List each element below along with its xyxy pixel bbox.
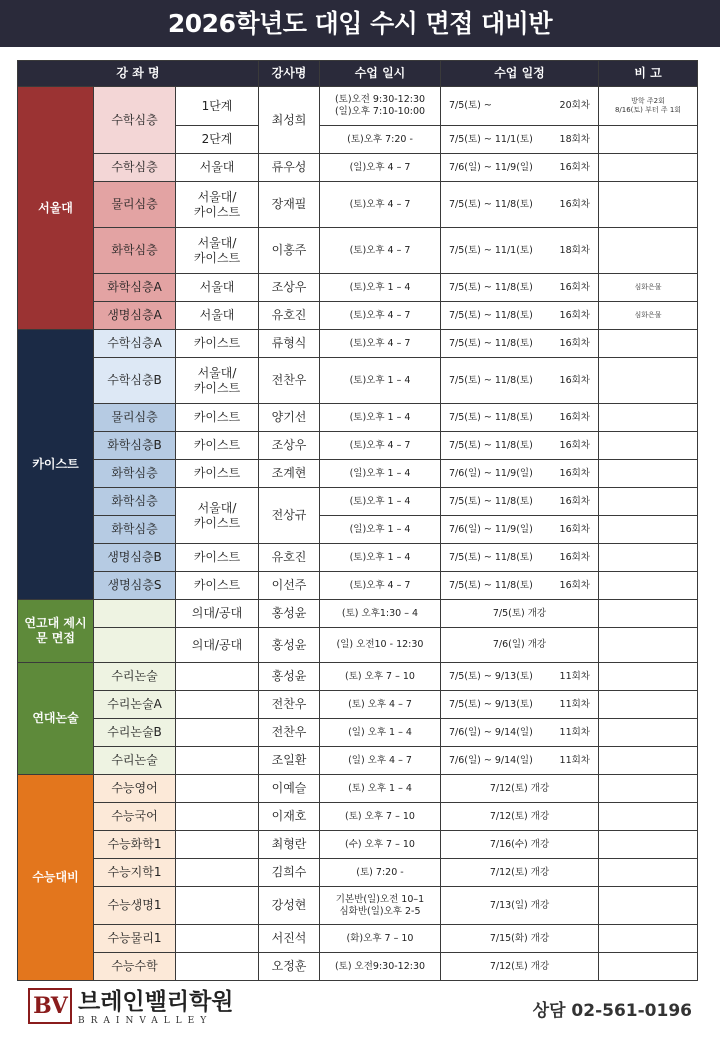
course-name: 수리논술 (94, 747, 176, 775)
class-time: (토)오후 1 – 4 (320, 488, 441, 516)
course-name: 화학심층 (94, 460, 176, 488)
class-schedule: 7/5(토) ~ 11/8(토) 16회차 (441, 488, 599, 516)
course-sub: 카이스트 (176, 572, 259, 600)
note (599, 488, 698, 516)
academy-name: 브레인밸리학원 (78, 989, 234, 1015)
table-row (18, 87, 698, 126)
teacher: 홍성윤 (259, 663, 320, 691)
table-row (18, 330, 698, 358)
teacher: 유호진 (259, 544, 320, 572)
course-name: 수능수학 (94, 953, 176, 981)
note: 심화은물 (599, 302, 698, 330)
class-schedule: 7/5(토) ~ 11/8(토) 16회차 (441, 330, 599, 358)
class-time: (토)오후 4 – 7 (320, 432, 441, 460)
teacher: 전찬우 (259, 691, 320, 719)
teacher: 류형식 (259, 330, 320, 358)
class-time: (토) 오후 7 – 10 (320, 663, 441, 691)
class-schedule: 7/5(토) ~ 11/8(토) 16회차 (441, 572, 599, 600)
class-schedule: 7/16(수) 개강 (441, 831, 599, 859)
table-row (18, 154, 698, 182)
teacher: 조상우 (259, 274, 320, 302)
course-name: 수능영어 (94, 775, 176, 803)
class-schedule: 7/12(토) 개강 (441, 859, 599, 887)
class-schedule: 7/5(토) ~ 20회차 (441, 87, 599, 126)
note (599, 126, 698, 154)
class-time: 기본반(일)오전 10–1 심화반(일)오후 2-5 (320, 887, 441, 925)
teacher: 강성현 (259, 887, 320, 925)
class-time: (일) 오후 4 – 7 (320, 747, 441, 775)
course-sub: 의대/공대 (176, 600, 259, 628)
table-row (18, 228, 698, 274)
teacher: 홍성윤 (259, 600, 320, 628)
course-sub: 서울대/ 카이스트 (176, 228, 259, 274)
class-time: (화)오후 7 – 10 (320, 925, 441, 953)
group-yonsei-interview: 연고대 제시문 면접 (18, 600, 94, 663)
note (599, 460, 698, 488)
table-row (18, 719, 698, 747)
class-schedule: 7/5(토) ~ 9/13(토) 11회차 (441, 691, 599, 719)
teacher: 조상우 (259, 432, 320, 460)
teacher: 전찬우 (259, 719, 320, 747)
table-row (18, 302, 698, 330)
class-time: (토) 오후 1 – 4 (320, 775, 441, 803)
teacher: 이선주 (259, 572, 320, 600)
teacher: 홍성윤 (259, 628, 320, 663)
class-schedule: 7/6(일) 개강 (441, 628, 599, 663)
note (599, 154, 698, 182)
teacher: 이홍주 (259, 228, 320, 274)
course-sub: 카이스트 (176, 330, 259, 358)
class-time: (토) 7:20 - (320, 859, 441, 887)
table-row (18, 831, 698, 859)
table-row (18, 432, 698, 460)
note (599, 516, 698, 544)
course-sub: 서울대/ 카이스트 (176, 358, 259, 404)
course-sub (176, 953, 259, 981)
note: 방학 주2회 8/16(토) 부터 주 1회 (599, 87, 698, 126)
course-sub (176, 859, 259, 887)
note (599, 330, 698, 358)
class-schedule: 7/5(토) ~ 11/8(토) 16회차 (441, 358, 599, 404)
course-name: 수능생명1 (94, 887, 176, 925)
table-header-row (18, 61, 698, 87)
note (599, 775, 698, 803)
teacher: 조일환 (259, 747, 320, 775)
class-schedule: 7/5(토) ~ 11/8(토) 16회차 (441, 544, 599, 572)
class-time: (토)오후 1 – 4 (320, 404, 441, 432)
note (599, 358, 698, 404)
course-name: 생명심층B (94, 544, 176, 572)
note (599, 182, 698, 228)
teacher: 서진석 (259, 925, 320, 953)
class-schedule: 7/6(일) ~ 11/9(일) 16회차 (441, 460, 599, 488)
note (599, 887, 698, 925)
note (599, 953, 698, 981)
table-row (18, 404, 698, 432)
class-schedule: 7/5(토) ~ 11/1(토) 18회차 (441, 126, 599, 154)
class-schedule: 7/6(일) ~ 11/9(일) 16회차 (441, 154, 599, 182)
note (599, 925, 698, 953)
header-course: 강 좌 명 (18, 61, 259, 87)
teacher: 이재호 (259, 803, 320, 831)
class-time: (일) 오후 1 – 4 (320, 719, 441, 747)
course-name (94, 600, 176, 628)
contact-phone: 상담 02-561-0196 (532, 1001, 692, 1021)
class-time: (토) 오전9:30-12:30 (320, 953, 441, 981)
class-schedule: 7/12(토) 개강 (441, 775, 599, 803)
course-name (94, 628, 176, 663)
course-name: 수능지학1 (94, 859, 176, 887)
teacher: 류우성 (259, 154, 320, 182)
course-name: 생명심층S (94, 572, 176, 600)
table-row (18, 747, 698, 775)
class-time: (토)오후 7:20 - (320, 126, 441, 154)
note (599, 544, 698, 572)
class-schedule: 7/15(화) 개강 (441, 925, 599, 953)
table-row (18, 859, 698, 887)
note (599, 691, 698, 719)
class-schedule: 7/5(토) ~ 11/8(토) 16회차 (441, 182, 599, 228)
class-schedule: 7/12(토) 개강 (441, 953, 599, 981)
note (599, 628, 698, 663)
table-row (18, 887, 698, 925)
note (599, 719, 698, 747)
course-sub: 카이스트 (176, 404, 259, 432)
table-row (18, 274, 698, 302)
class-time: (토) 오후 4 – 7 (320, 691, 441, 719)
course-sub: 카이스트 (176, 460, 259, 488)
teacher: 전상규 (259, 488, 320, 544)
course-name: 화학심층 (94, 516, 176, 544)
brand-logo (28, 988, 234, 1026)
table-row (18, 775, 698, 803)
class-time: (토)오전 9:30-12:30 (일)오후 7:10-10:00 (320, 87, 441, 126)
course-name: 수능물리1 (94, 925, 176, 953)
course-sub: 서울대 (176, 154, 259, 182)
course-sub: 카이스트 (176, 544, 259, 572)
course-name: 수능화학1 (94, 831, 176, 859)
course-name: 화학심층A (94, 274, 176, 302)
class-schedule: 7/5(토) ~ 11/8(토) 16회차 (441, 432, 599, 460)
course-sub: 서울대 (176, 274, 259, 302)
note (599, 404, 698, 432)
course-name: 물리심층 (94, 404, 176, 432)
course-sub: 서울대/ 카이스트 (176, 182, 259, 228)
class-schedule: 7/5(토) ~ 11/8(토) 16회차 (441, 302, 599, 330)
course-sub (176, 925, 259, 953)
course-name: 수학심층 (94, 154, 176, 182)
schedule-table (17, 60, 698, 981)
header-schedule: 수업 일정 (441, 61, 599, 87)
course-name: 화학심층 (94, 488, 176, 516)
class-time: (일)오후 1 – 4 (320, 516, 441, 544)
table-row (18, 182, 698, 228)
teacher: 유호진 (259, 302, 320, 330)
note (599, 831, 698, 859)
course-name: 수리논술A (94, 691, 176, 719)
note (599, 432, 698, 460)
teacher: 최형란 (259, 831, 320, 859)
class-schedule: 7/13(일) 개강 (441, 887, 599, 925)
table-row (18, 925, 698, 953)
class-schedule: 7/12(토) 개강 (441, 803, 599, 831)
class-schedule: 7/5(토) 개강 (441, 600, 599, 628)
course-sub (176, 775, 259, 803)
course-name: 수리논술B (94, 719, 176, 747)
class-time: (토)오후 1 – 4 (320, 358, 441, 404)
course-name: 수학심층A (94, 330, 176, 358)
note (599, 228, 698, 274)
class-time: (수) 오후 7 – 10 (320, 831, 441, 859)
course-sub: 서울대/ 카이스트 (176, 488, 259, 544)
class-schedule: 7/6(일) ~ 9/14(일) 11회차 (441, 747, 599, 775)
course-name: 수리논술 (94, 663, 176, 691)
note (599, 572, 698, 600)
course-sub (176, 803, 259, 831)
teacher: 최성희 (259, 87, 320, 154)
table-row (18, 544, 698, 572)
table-row (18, 488, 698, 516)
course-sub (176, 887, 259, 925)
course-sub (176, 747, 259, 775)
table-row (18, 600, 698, 628)
course-sub (176, 719, 259, 747)
course-sub (176, 831, 259, 859)
class-time: (토) 오후1:30 – 4 (320, 600, 441, 628)
teacher: 조계현 (259, 460, 320, 488)
class-schedule: 7/5(토) ~ 11/8(토) 16회차 (441, 274, 599, 302)
class-time: (일) 오전10 - 12:30 (320, 628, 441, 663)
class-time: (토)오후 4 – 7 (320, 302, 441, 330)
header-note: 비 고 (599, 61, 698, 87)
header-teacher: 강사명 (259, 61, 320, 87)
table-row (18, 953, 698, 981)
table-row (18, 516, 698, 544)
course-name: 수학심층 (94, 87, 176, 154)
course-name: 생명심층A (94, 302, 176, 330)
table-row (18, 691, 698, 719)
note (599, 859, 698, 887)
course-sub (176, 663, 259, 691)
header-time: 수업 일시 (320, 61, 441, 87)
group-suneung: 수능대비 (18, 775, 94, 981)
class-time: (일)오후 1 – 4 (320, 460, 441, 488)
course-sub: 서울대 (176, 302, 259, 330)
note (599, 663, 698, 691)
note (599, 803, 698, 831)
teacher: 장재필 (259, 182, 320, 228)
course-sub: 2단계 (176, 126, 259, 154)
teacher: 김희수 (259, 859, 320, 887)
teacher: 이예슬 (259, 775, 320, 803)
class-time: (토)오후 4 – 7 (320, 330, 441, 358)
group-seoul: 서울대 (18, 87, 94, 330)
course-name: 수학심층B (94, 358, 176, 404)
class-time: (토)오후 4 – 7 (320, 182, 441, 228)
class-time: (토)오후 1 – 4 (320, 544, 441, 572)
table-row (18, 628, 698, 663)
course-sub: 카이스트 (176, 432, 259, 460)
class-time: (토)오후 4 – 7 (320, 228, 441, 274)
class-schedule: 7/5(토) ~ 11/1(토) 18회차 (441, 228, 599, 274)
course-name: 물리심층 (94, 182, 176, 228)
class-time: (토)오후 1 – 4 (320, 274, 441, 302)
course-sub: 1단계 (176, 87, 259, 126)
class-schedule: 7/5(토) ~ 11/8(토) 16회차 (441, 404, 599, 432)
class-time: (토) 오후 7 – 10 (320, 803, 441, 831)
note (599, 747, 698, 775)
course-name: 수능국어 (94, 803, 176, 831)
group-yonsei-essay: 연대논술 (18, 663, 94, 775)
class-schedule: 7/6(일) ~ 9/14(일) 11회차 (441, 719, 599, 747)
bv-logo-icon: BV (28, 988, 72, 1024)
teacher: 전찬우 (259, 358, 320, 404)
course-name: 화학심층 (94, 228, 176, 274)
note: 심화은물 (599, 274, 698, 302)
table-row (18, 803, 698, 831)
teacher: 양기선 (259, 404, 320, 432)
academy-name-en: BRAINVALLEY (78, 1016, 213, 1026)
course-sub: 의대/공대 (176, 628, 259, 663)
class-schedule: 7/6(일) ~ 11/9(일) 16회차 (441, 516, 599, 544)
teacher: 오정훈 (259, 953, 320, 981)
class-schedule: 7/5(토) ~ 9/13(토) 11회차 (441, 663, 599, 691)
class-time: (토)오후 4 – 7 (320, 572, 441, 600)
course-sub (176, 691, 259, 719)
note (599, 600, 698, 628)
table-row (18, 358, 698, 404)
table-row (18, 572, 698, 600)
class-time: (일)오후 4 – 7 (320, 154, 441, 182)
table-row (18, 663, 698, 691)
table-row (18, 460, 698, 488)
page-title: 2026학년도 대입 수시 면접 대비반 (0, 0, 720, 47)
course-name: 화학심층B (94, 432, 176, 460)
group-kaist: 카이스트 (18, 330, 94, 600)
